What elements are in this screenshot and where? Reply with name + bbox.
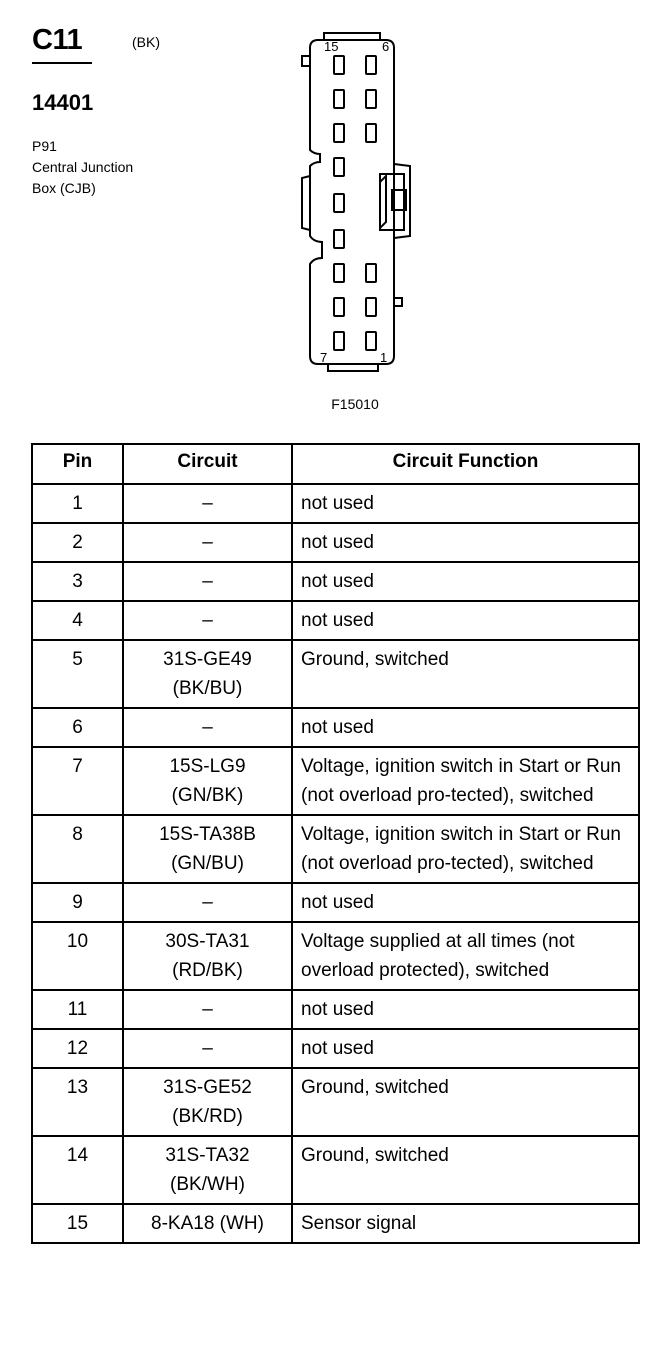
terminal-cavity <box>334 332 344 350</box>
table-row <box>32 640 639 708</box>
pin-number: 13 <box>32 1068 123 1136</box>
connector-left-tab <box>302 56 310 66</box>
circuit-cell <box>123 708 292 747</box>
terminal-cavity <box>334 90 344 108</box>
circuit-cell <box>123 815 292 883</box>
terminal-cavity <box>334 158 344 176</box>
circuit-code: 8-KA18 (WH) <box>151 1213 264 1234</box>
circuit-function: Voltage, ignition switch in Start or Run (not overload pro-tected), switched <box>292 747 639 815</box>
part-number: 14401 <box>32 90 94 115</box>
circuit-cell <box>123 601 292 640</box>
wire-color: (BK/RD) <box>172 1106 243 1127</box>
circuit-cell <box>123 562 292 601</box>
circuit-cell <box>123 484 292 523</box>
terminal-cavity <box>366 264 376 282</box>
pin-label-bottom-left: 7 <box>320 350 328 365</box>
circuit-code: – <box>202 493 213 514</box>
table-row <box>32 815 639 883</box>
connector-color: (BK) <box>132 34 160 50</box>
circuit-function: Ground, switched <box>292 1068 639 1136</box>
terminal-cavity <box>366 332 376 350</box>
circuit-function: Sensor signal <box>292 1204 639 1243</box>
pin-number: 5 <box>32 640 123 708</box>
table-header-row <box>32 444 639 484</box>
terminal-cavity <box>334 56 344 74</box>
circuit-code: – <box>202 532 213 553</box>
terminal-cavity <box>366 56 376 74</box>
pin-label-top-right: 6 <box>382 39 390 54</box>
terminal-cavity <box>334 264 344 282</box>
circuit-function: Ground, switched <box>292 1136 639 1204</box>
circuit-function: not used <box>292 562 639 601</box>
location-line: Box (CJB) <box>32 180 96 196</box>
circuit-cell <box>123 1068 292 1136</box>
circuit-function: Voltage supplied at all times (not overload protected), switched <box>292 922 639 990</box>
pin-number: 6 <box>32 708 123 747</box>
wire-color: (RD/BK) <box>172 960 243 981</box>
pin-number: 3 <box>32 562 123 601</box>
circuit-function: not used <box>292 484 639 523</box>
pin-number: 1 <box>32 484 123 523</box>
connector-left-latch <box>302 176 310 230</box>
table-body <box>32 484 639 1243</box>
table-row <box>32 484 639 523</box>
circuit-code: – <box>202 571 213 592</box>
circuit-code: 15S-TA38B <box>159 824 256 845</box>
table-row <box>32 1068 639 1136</box>
location-line: Central Junction <box>32 159 134 175</box>
circuit-code: 30S-TA31 <box>165 931 250 952</box>
column-header-circuit: Circuit <box>123 444 292 484</box>
connector-body-outline <box>310 40 394 364</box>
circuit-cell <box>123 747 292 815</box>
connector-face-diagram <box>294 26 418 386</box>
table-row <box>32 562 639 601</box>
terminal-cavity <box>366 90 376 108</box>
pin-number: 12 <box>32 1029 123 1068</box>
pin-number: 9 <box>32 883 123 922</box>
circuit-cell <box>123 883 292 922</box>
wire-color: (GN/BU) <box>171 853 244 874</box>
location-line: P91 <box>32 138 57 154</box>
circuit-code: – <box>202 717 213 738</box>
circuit-function: not used <box>292 523 639 562</box>
pin-label-top-left: 15 <box>324 39 339 54</box>
table-row <box>32 523 639 562</box>
circuit-code: 15S-LG9 <box>169 756 246 777</box>
terminal-cavity <box>366 298 376 316</box>
circuit-cell <box>123 1204 292 1243</box>
circuit-code: 31S-GE49 <box>163 649 252 670</box>
circuit-code: 31S-GE52 <box>163 1077 252 1098</box>
wire-color: (GN/BK) <box>171 785 244 806</box>
pin-number: 14 <box>32 1136 123 1204</box>
circuit-cell <box>123 523 292 562</box>
pin-number: 11 <box>32 990 123 1029</box>
pin-label-bottom-right: 1 <box>380 350 388 365</box>
terminal-cavity <box>334 124 344 142</box>
circuit-code: 31S-TA32 <box>165 1145 250 1166</box>
pin-number: 15 <box>32 1204 123 1243</box>
circuit-function: Voltage, ignition switch in Start or Run (not overload pro-tected), switched <box>292 815 639 883</box>
column-header-function: Circuit Function <box>292 444 639 484</box>
table-row <box>32 601 639 640</box>
pin-number: 4 <box>32 601 123 640</box>
table-row <box>32 883 639 922</box>
circuit-code: – <box>202 999 213 1020</box>
circuit-cell <box>123 640 292 708</box>
table-row <box>32 708 639 747</box>
figure-id: F15010 <box>331 396 379 412</box>
circuit-function: not used <box>292 990 639 1029</box>
terminal-cavity <box>334 230 344 248</box>
circuit-cell <box>123 1029 292 1068</box>
column-header-pin: Pin <box>32 444 123 484</box>
connector-bottom-lip <box>328 364 378 371</box>
table-row <box>32 1136 639 1204</box>
circuit-function: not used <box>292 708 639 747</box>
table-row <box>32 747 639 815</box>
connector-right-tab <box>394 298 402 306</box>
circuit-cell <box>123 1136 292 1204</box>
pin-number: 10 <box>32 922 123 990</box>
wire-color: (BK/BU) <box>172 678 243 699</box>
pin-number: 8 <box>32 815 123 883</box>
circuit-function: not used <box>292 883 639 922</box>
table-row <box>32 1029 639 1068</box>
terminal-cavity <box>334 298 344 316</box>
table-row <box>32 1204 639 1243</box>
terminal-cavity <box>334 194 344 212</box>
circuit-cell <box>123 922 292 990</box>
pin-number: 2 <box>32 523 123 562</box>
terminal-cavity <box>366 124 376 142</box>
circuit-code: – <box>202 1038 213 1059</box>
pinout-table <box>31 443 640 1244</box>
circuit-function: Ground, switched <box>292 640 639 708</box>
table-row <box>32 990 639 1029</box>
circuit-cell <box>123 990 292 1029</box>
circuit-code: – <box>202 610 213 631</box>
circuit-function: not used <box>292 601 639 640</box>
connector-right-latch <box>394 164 410 238</box>
circuit-function: not used <box>292 1029 639 1068</box>
pin-number: 7 <box>32 747 123 815</box>
wire-color: (BK/WH) <box>170 1174 245 1195</box>
connector-location <box>32 136 133 199</box>
circuit-code: – <box>202 892 213 913</box>
table-row <box>32 922 639 990</box>
connector-id-underline <box>32 62 92 64</box>
connector-id: C11 <box>32 24 83 56</box>
